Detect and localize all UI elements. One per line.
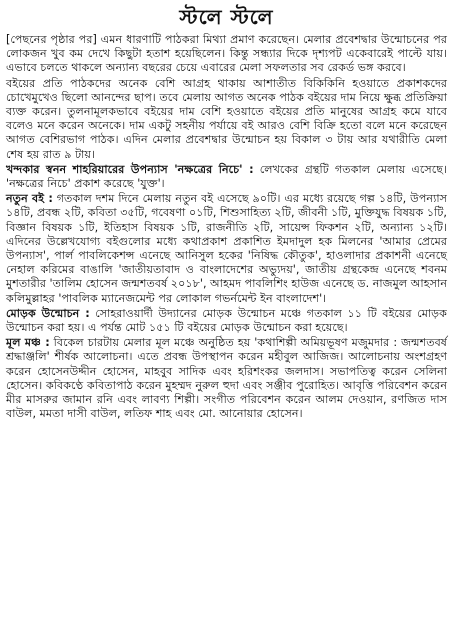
- section-heading: খন্দকার স্বনন শাহরিয়ারের উপন্যাস 'নক্ষত্রের নিচে' :: [6, 162, 254, 176]
- section-heading: নতুন বই :: [6, 192, 53, 206]
- section-heading: মূল মঞ্চ :: [6, 336, 50, 350]
- article-title: স্টলে স্টলে: [179, 5, 274, 29]
- section-heading: মোড়ক উন্মোচন :: [6, 306, 90, 320]
- section-body: বিকেল চারটায় মেলার মূল মঞ্চে অনুষ্ঠিত হয় 'কথাশিল্পী অমিয়ভূষণ মজুমদার : জন্মশতবর্ষ শ্রদ্ধাঞ্জলি' শীর্ষক আলোচনা। এতে প্রবন্ধ উপস্থাপন করেন মহীবুল আজিজ। আলোচনায় অংশগ্রহণ করেন হোসেনউদ্দীন হোসেন, মাহবুব সাদিক এবং হরিশংকর জলদাস। সভাপতিত্ব করেন সেলিনা হোসেন। কবিকণ্ঠে কবিতাপাঠ করেন মুহম্মদ নুরুল হুদা এবং সঞ্জীব পুরোহিত। আবৃত্তি পরিবেশন করেন মীর মাসরুর জামান রনি এবং লাবণ্য শিল্পী। সংগীত পরিবেশন করেন আলম দেওয়ান, রণজিত দাস বাউল, মমতা দাসী বাউল, লতিফ শাহ এবং মো. আনোয়ার হোসেন।: [6, 336, 447, 421]
- intro-paragraph-2: বইয়ের প্রতি পাঠকদের অনেক বেশি আগ্রহ থাকায় আশাতীত বিকিকিনি হওয়াতে প্রকাশকদের চোখেমুখেও ছিলো আনন্দের ছাপ। তবে মেলায় আগত অনেক পাঠক বইয়ের দাম নিয়ে ক্ষুব্ধ প্রতিক্রিয়া ব্যক্ত করেন। তুলনামূলকভাবে বইয়ের দাম বেশি হওয়াতে বইয়ের প্রতি মানুষের আগ্রহ কমে যাবে বলেও মনে করেন অনেকে। দাম একটু সহনীয় পর্যায়ে বই আরও বেশি বিক্রি হতো বলে মনে করেছেন আগত বেশিরভাগ পাঠক। এদিন মেলার প্রবেশদ্বার উন্মোচন হয় বিকাল ৩ টায় আর যথারীতি মেলা শেষ হয় রাত ৯ টায়।: [6, 76, 447, 161]
- section-new-books: [6, 192, 447, 306]
- section-main-stage: [6, 336, 447, 421]
- section-body: লেখকের গ্রন্থটি গতকাল মেলায় এসেছে। 'নক্ষত্রের নিচে' প্রকাশ করেছে 'যুক্ত'।: [6, 162, 447, 191]
- intro-paragraph-1: [পেছনের পৃষ্ঠার পর] এমন ধারণাটি পাঠকরা মিথ্যা প্রমাণ করেছেন। মেলার প্রবেশদ্বার উন্মোচনের পর লোকজন খুব কম দেখে কিছুটা হতাশ হয়েছিলেন। কিন্তু সন্ধ্যার দিকে দৃশ্যপট একেবারেই পাল্টে যায়। এভাবে চলতে থাকলে অন্যান্য বছরের চেয়ে এবারের মেলা সফলতার সব রেকর্ড ভঙ্গ করবে।: [6, 33, 447, 75]
- section-body: সোহরাওয়ার্দী উদ্যানের মোড়ক উন্মোচন মঞ্চে গতকাল ১১ টি বইয়ের মোড়ক উন্মোচন করা হয়। এ পর্যন্ত মোট ১৫১ টি বইয়ের মোড়ক উন্মোচন করা হয়েছে।: [6, 306, 447, 335]
- section-novel: [6, 163, 447, 191]
- section-cover-launch: [6, 307, 447, 335]
- section-body: গতকাল দশম দিনে মেলায় নতুন বই এসেছে ৯০টি। এর মধ্যে রয়েছে গল্প ১৪টি, উপন্যাস ১৪টি, প্রবন্ধ ২টি, কবিতা ৩৫টি, গবেষণা ০১টি, শিশুসাহিত্য ২টি, জীবনী ১টি, মুক্তিযুদ্ধ বিষয়ক ১টি, বিজ্ঞান বিষয়ক ১টি, ইতিহাস বিষয়ক ১টি, রাজনীতি ২টি, সায়েন্স ফিকশন ২টি, অন্যান্য ১২টি। এদিনের উল্লেখযোগ্য বইগুলোর মধ্যে কথাপ্রকাশ প্রকাশিত ইমদাদুল হক মিলনের 'আমার প্রেমের উপন্যাস', পার্ল পাবলিকেশন্স এনেছে আনিসুল হকের 'নিষিদ্ধ কৌতুক', হাওলাদার প্রকাশনী এনেছে নেহাল করিমের বাঙালি 'জাতীয়তাবাদ ও বাংলাদেশের অভ্যুদয়', জাতীয় গ্রন্থকেন্দ্র এনেছে শবনম মুশতারীর 'তালিম হোসেন জন্মশতবর্ষ ২০১৮', আহমদ পাবলিশিং হাউজ এনেছে ড. নাজমুল আহসান কলিমুল্লাহর 'পাবলিক ম্যানেজমেন্ট পর লোকাল গভর্নমেন্ট ইন বাংলাদেশ'।: [6, 192, 447, 305]
